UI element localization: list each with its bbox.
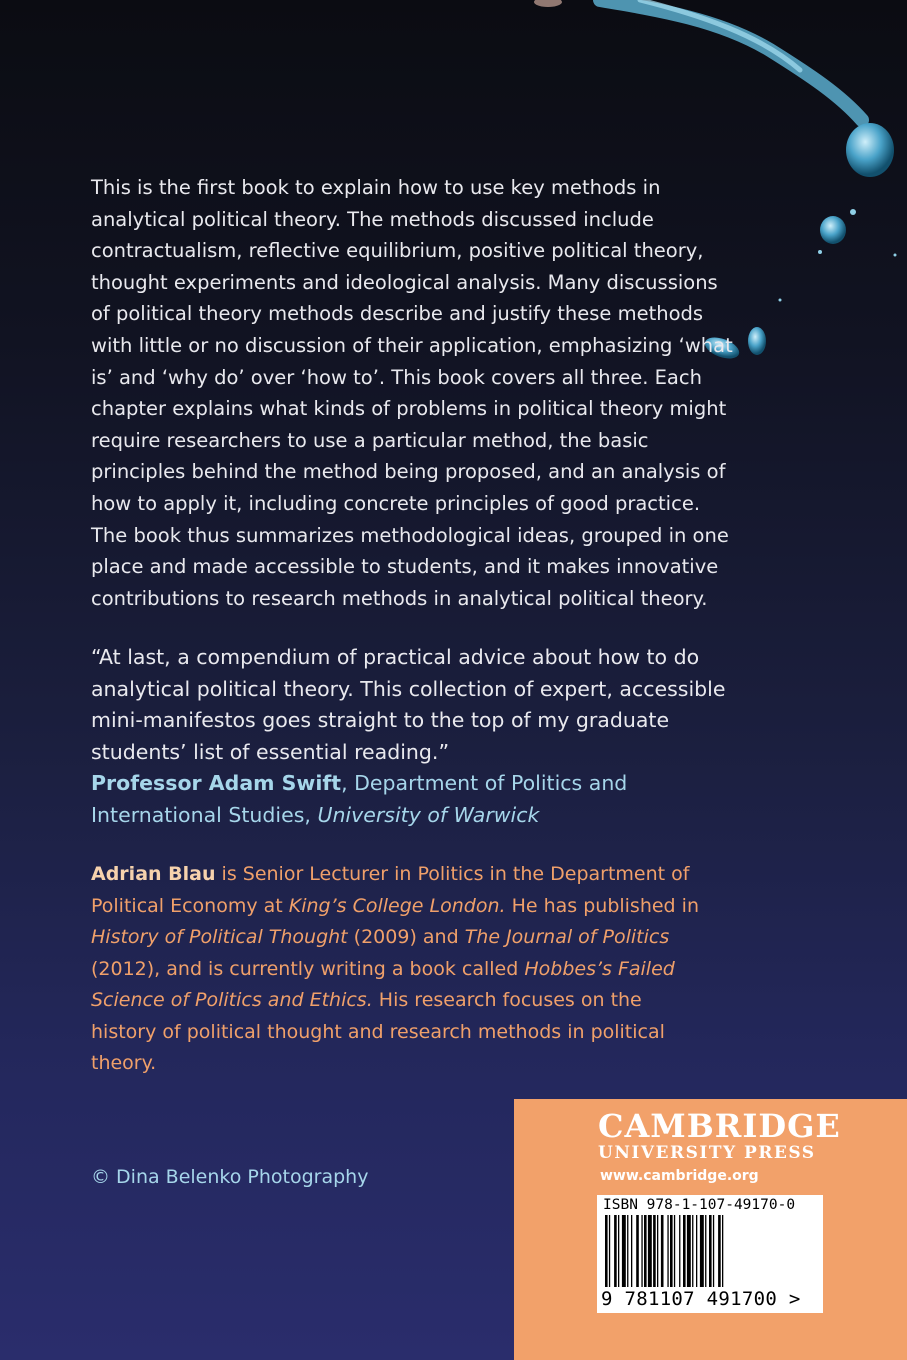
barcode bbox=[597, 1195, 823, 1313]
barcode-bars bbox=[605, 1215, 815, 1287]
publisher-logo-subtitle: UNIVERSITY PRESS bbox=[598, 1143, 816, 1163]
quote-author-university: University of Warwick bbox=[317, 802, 540, 827]
barcode-bar bbox=[609, 1215, 610, 1287]
barcode-digits: 9 781107 491700 > bbox=[601, 1288, 801, 1310]
barcode-bar bbox=[657, 1215, 658, 1287]
barcode-bar bbox=[683, 1215, 686, 1287]
author-college: King’s College London. bbox=[288, 894, 506, 917]
barcode-bar bbox=[700, 1215, 704, 1287]
barcode-bar bbox=[713, 1215, 714, 1287]
author-bio-text: He has published in bbox=[505, 894, 699, 917]
quote-author-name: Professor Adam Swift bbox=[91, 771, 342, 795]
barcode-bar bbox=[674, 1215, 675, 1287]
barcode-bar bbox=[644, 1215, 647, 1287]
barcode-bar bbox=[605, 1215, 608, 1287]
photo-credit: © Dina Belenko Photography bbox=[91, 1166, 369, 1188]
book-description: This is the first book to explain how to use key methods in analytical political theory. The methods discussed include contractualism, reflective equilibrium, positive political theory, thought experiments and ideological analysis. Many discussions of political theory methods describe and justify these methods with little or no discussion of their application, emphasizing ‘what is’ and ‘why do’ over ‘how to’. This book covers all three. Each chapter explains what kinds of problems in political theory might require researchers to use a particular method, the basic principles behind the method being proposed, and an analysis of how to apply it, including concrete principles of good practice. The book thus summarizes methodological ideas, grouped in one place and made accessible to students, and it makes innovative contributions to research methods in analytical political theory. bbox=[91, 176, 733, 610]
author-bio-text: His research focuses on the history of political thought and research methods in political theory. bbox=[91, 989, 665, 1074]
barcode-bar bbox=[661, 1215, 664, 1287]
barcode-bar bbox=[692, 1215, 693, 1287]
barcode-bar bbox=[631, 1215, 632, 1287]
barcode-bar bbox=[641, 1215, 642, 1287]
barcode-bar bbox=[648, 1215, 652, 1287]
quote-author-affiliation: , Department of Politics and International Studies, bbox=[91, 771, 628, 827]
barcode-bar bbox=[618, 1215, 619, 1287]
barcode-bar bbox=[627, 1215, 628, 1287]
barcode-bar bbox=[653, 1215, 656, 1287]
barcode-bar bbox=[614, 1215, 617, 1287]
isbn-label: ISBN 978-1-107-49170-0 bbox=[603, 1197, 796, 1213]
barcode-bar bbox=[667, 1215, 668, 1287]
barcode-bar bbox=[622, 1215, 626, 1287]
book-title: Hobbes’s Failed Science of Politics and Ethics. bbox=[91, 957, 675, 1011]
publisher-box bbox=[514, 1099, 907, 1360]
journal-title: History of Political Thought bbox=[91, 926, 348, 948]
author-bio-text: (2009) and bbox=[347, 926, 465, 948]
publisher-url: www.cambridge.org bbox=[600, 1168, 759, 1184]
author-bio-text: (2012), and is currently writing a book called bbox=[91, 957, 525, 980]
barcode-bar bbox=[636, 1215, 639, 1287]
barcode-bar bbox=[687, 1215, 691, 1287]
barcode-bar bbox=[722, 1215, 723, 1287]
quote-text: “At last, a compendium of practical advice about how to do analytical political theory. This collection of expert, accessible mini-manifestos goes straight to the top of my graduate students’ list of essential reading.” bbox=[91, 645, 726, 764]
barcode-bar bbox=[679, 1215, 680, 1287]
publisher-logo-name: CAMBRIDGE bbox=[598, 1107, 841, 1145]
barcode-bar bbox=[705, 1215, 706, 1287]
barcode-bar bbox=[670, 1215, 673, 1287]
endorsement-quote bbox=[91, 642, 731, 831]
barcode-bar bbox=[718, 1215, 721, 1287]
journal-title: The Journal of Politics bbox=[464, 926, 670, 948]
author-bio bbox=[91, 859, 711, 1080]
author-name: Adrian Blau bbox=[91, 863, 216, 885]
barcode-bar bbox=[696, 1215, 697, 1287]
author-bio-text: is Senior Lecturer in Politics in the Department of Political Economy at bbox=[91, 863, 690, 917]
barcode-bar bbox=[709, 1215, 712, 1287]
